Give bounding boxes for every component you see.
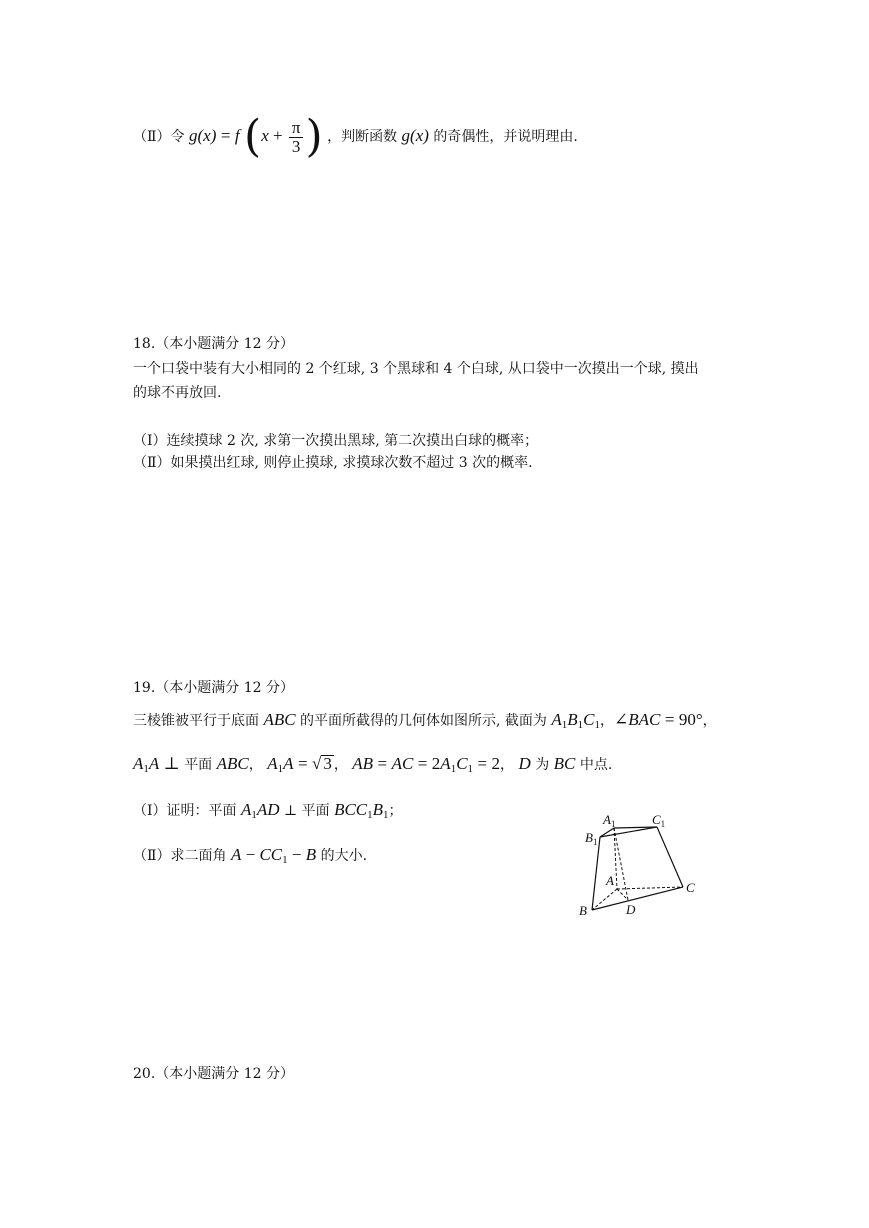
label-c1: $C_1$	[652, 812, 666, 829]
label-a: A	[606, 873, 614, 888]
q18-part1: （Ⅰ）连续摸球 2 次, 求第一次摸出黑球, 第二次摸出白球的概率；	[133, 433, 539, 449]
label-b1: $B_1$	[585, 830, 598, 847]
q18-line2: 的球不再放回.	[133, 385, 222, 401]
edge-b1-b	[592, 837, 600, 910]
edge-c1-c	[657, 827, 683, 887]
q18-line1: 一个口袋中装有大小相同的 2 个红球, 3 个黑球和 4 个白球, 从口袋中一次摸出一个球, 摸出	[133, 361, 699, 377]
frustum-figure	[570, 808, 705, 920]
q19-part1: （Ⅰ）证明：平面 $A_1AD$ ⊥ 平面 $BCC_1B_1$；	[133, 800, 403, 821]
edge-b-c	[592, 887, 683, 910]
q19-heading: 19.（本小题满分 12 分）	[133, 680, 294, 696]
pi-over-3-fraction: $\frac{\pi}{3}$	[289, 119, 304, 156]
q20-heading: 20.（本小题满分 12 分）	[133, 1066, 294, 1082]
q19-part2: （Ⅱ）求二面角 $A - CC_1 - B$ 的大小.	[133, 845, 368, 866]
q19-conditions-line: $A_1A$ ⊥ 平面 ABC， $A_1A$ = √ 3 ， AB = AC = $2A_1C_1 = 2$， D 为 BC 中点.	[133, 754, 613, 775]
segment-a-d	[617, 889, 628, 900]
edge-a-c	[617, 887, 683, 889]
q19-intro-line: 三棱锥被平行于底面 ABC 的平面所截得的几何体如图所示, 截面为 $A_1B_1C_1$，∠BAC = 90°，	[133, 710, 717, 731]
q17-part2-line: （Ⅱ）令 g(x) = f (x + $\frac{\pi}{3}$ ) ，判断函数 g(x) 的奇偶性，并说明理由.	[133, 111, 578, 162]
q18-part2: （Ⅱ）如果摸出红球, 则停止摸球, 求摸球次数不超过 3 次的概率.	[133, 455, 533, 471]
q18-heading: 18.（本小题满分 12 分）	[133, 336, 294, 352]
label-c: C	[686, 880, 695, 895]
label-a1: $A_1$	[603, 812, 616, 829]
edge-a1-a	[614, 828, 617, 889]
label-b: B	[579, 903, 587, 918]
label-d: D	[626, 902, 636, 917]
q17-part2-label: （Ⅱ）令	[133, 129, 185, 145]
